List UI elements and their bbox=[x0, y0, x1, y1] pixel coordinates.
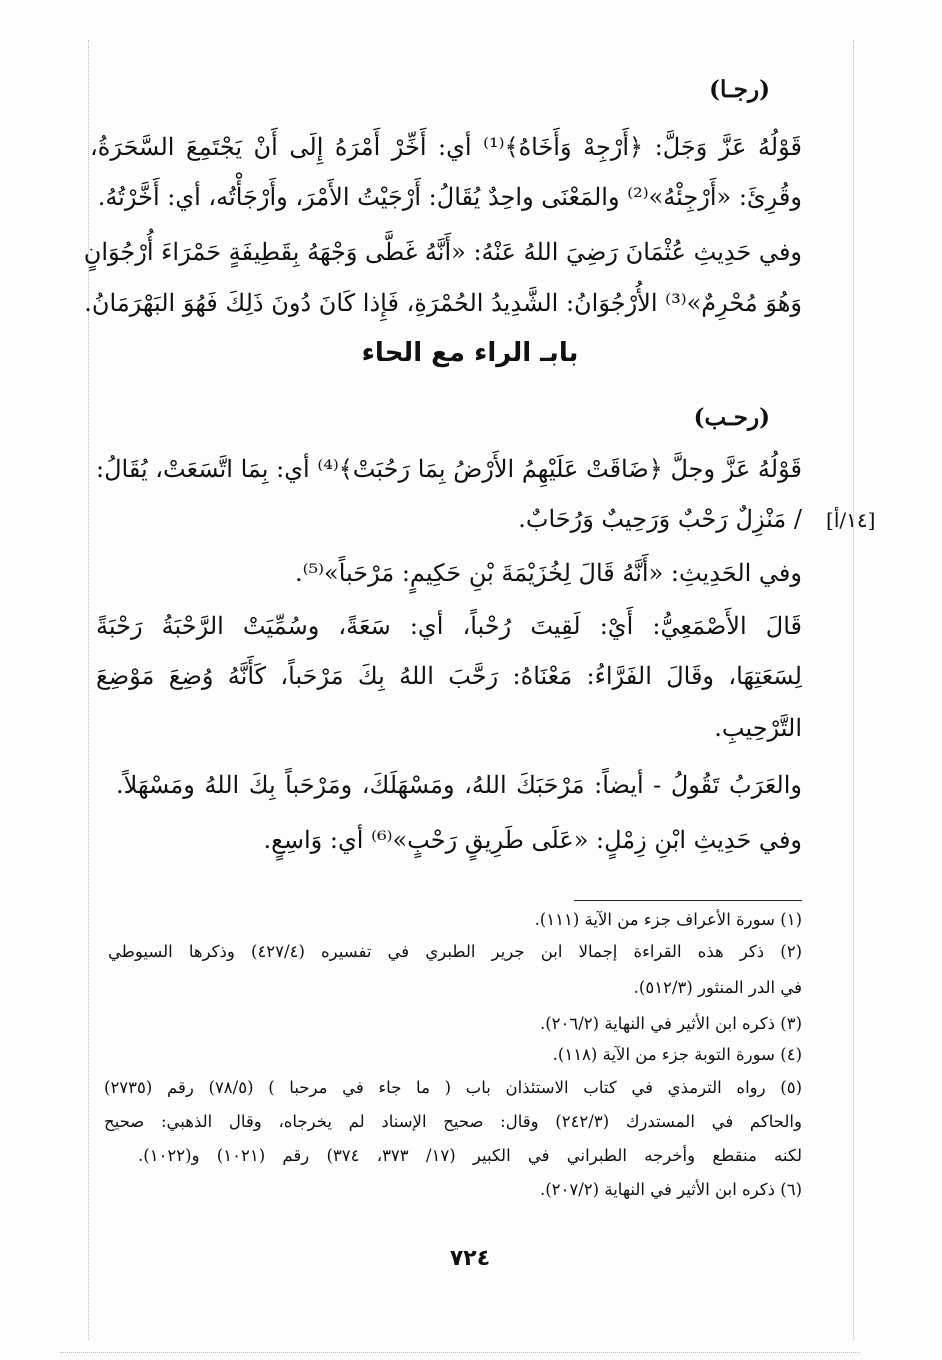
footnote-4: (٤) سورة التوبة جزء من الآية (١١٨). bbox=[552, 1045, 802, 1064]
footnote-1: (١) سورة الأعراف جزء من الآية (١١١). bbox=[534, 910, 802, 929]
section2-line-2: / مَنْزِلٌ رَحْبٌ وَرَحِيبٌ وَرُحَابٌ. bbox=[518, 505, 802, 533]
page-number: ٧٢٤ bbox=[449, 1246, 491, 1271]
section1-line-3: وفي حَدِيثِ عُثْمَانَ رَضِيَ اللهُ عَنْهُ: «أَنَّهُ غَطَّى وَجْهَهُ بِقَطِيفَةٍ حَمْرَاءَ أُرْجُوَانٍ bbox=[83, 238, 802, 266]
scan-border-bottom bbox=[60, 1352, 860, 1353]
footnote-separator bbox=[574, 900, 802, 901]
section2-line-4: قَالَ الأَصْمَعِيُّ: أَيْ: لَقِيتَ رُحْباً، أي: سَعَةً، وسُمِّيَتْ الرَّحْبَةُ رَحْبَةً bbox=[96, 612, 802, 640]
root-label-rhb: (رحـب) bbox=[693, 404, 770, 431]
section2-line-7: والعَرَبُ تَقُولُ - أيضاً: مَرْحَبَكَ اللهُ، ومَسْهَلَكَ، ومَرْحَباً بِكَ اللهُ ومَسْهَلاً. bbox=[116, 771, 802, 799]
section1-line-2: وقُرِئَ: «أَرْجِئْهُ»⁽²⁾ والمَعْنَى واحِدٌ يُقَالُ: أَرْجَيْتُ الأَمْرَ، وأَرْجَأْتُه، أي: أَخَّرْتُهُ. bbox=[97, 183, 802, 211]
chapter-title: بابـ الراء مع الحاء bbox=[361, 338, 579, 368]
footnote-5-cont-1: والحاكم في المستدرك (٢٤٢/٣) وقال: صحيح الإسناد لم يخرجاه، وقال الذهبي: صحيح bbox=[104, 1112, 802, 1131]
folio-marker: [١٤/أ] bbox=[826, 508, 876, 532]
scan-border-left bbox=[88, 40, 89, 1340]
section2-line-1: قَوْلُهُ عَزَّ وجلَّ ﴿ضَاقَتْ عَلَيْهِمُ الأَرْضُ بِمَا رَحُبَتْ﴾⁽⁴⁾ أي: بِمَا اتَّسَعَتْ، يُقَالُ: bbox=[96, 455, 802, 483]
section1-line-1: قَوْلُهُ عَزَّ وَجَلَّ: ﴿أَرْجِهْ وَأَخَاهُ﴾⁽¹⁾ أي: أَخِّرْ أَمْرَهُ إِلَى أَنْ يَجْتَمِعَ السَّحَرَةُ، bbox=[90, 133, 802, 161]
footnote-5: (٥) رواه الترمذي في كتاب الاستئذان باب ( ما جاء في مرحبا ) (٧٨/٥) رقم (٢٧٣٥) bbox=[104, 1078, 802, 1097]
section1-line-4: وَهُوَ مُحْرِمٌ»⁽³⁾ الأُرْجُوَانُ: الشَّدِيدُ الحُمْرَةِ، فَإِذا كَانَ دُونَ ذَلِكَ فَهُوَ البَهْرَمَانُ. bbox=[84, 289, 802, 317]
footnote-2: (٢) ذكر هذه القراءة إجمالا ابن جرير الطبري في تفسيره (٤٢٧/٤) وذكرها السيوطي bbox=[108, 942, 803, 961]
section2-line-3: وفي الحَدِيثِ: «أَنَّهُ قَالَ لِخُزَيْمَةَ بْنِ حَكِيمٍ: مَرْحَباً»⁽⁵⁾. bbox=[294, 559, 802, 587]
footnote-6: (٦) ذكره ابن الأثير في النهاية (٢٠٧/٢). bbox=[539, 1180, 802, 1199]
section2-line-5: لِسَعَتِهَا، وقَالَ الفَرَّاءُ: مَعْنَاهُ: رَحَّبَ اللهُ بِكَ مَرْحَباً، كَأَنَّهُ وُضِعَ مَوْضِعَ bbox=[96, 662, 802, 690]
footnote-3: (٣) ذكره ابن الأثير في النهاية (٢٠٦/٢). bbox=[539, 1014, 802, 1033]
footnote-5-cont-2: لكنه منقطع وأخرجه الطبراني في الكبير (١٧/ ٣٧٣، ٣٧٤) رقم (١٠٢١) و(١٠٢٢). bbox=[138, 1146, 803, 1165]
section2-line-6: التَّرْحِيبِ. bbox=[714, 714, 802, 742]
root-label-rja: (رجـا) bbox=[709, 76, 770, 103]
scan-border-right bbox=[853, 40, 854, 1340]
footnote-2-cont: في الدر المنثور (٥١٢/٣). bbox=[633, 978, 802, 997]
section2-line-8: وفي حَدِيثِ ابْنِ زِمْلٍ: «عَلَى طَرِيقٍ رَحْبٍ»⁽⁶⁾ أي: وَاسِعٍ. bbox=[263, 826, 802, 854]
